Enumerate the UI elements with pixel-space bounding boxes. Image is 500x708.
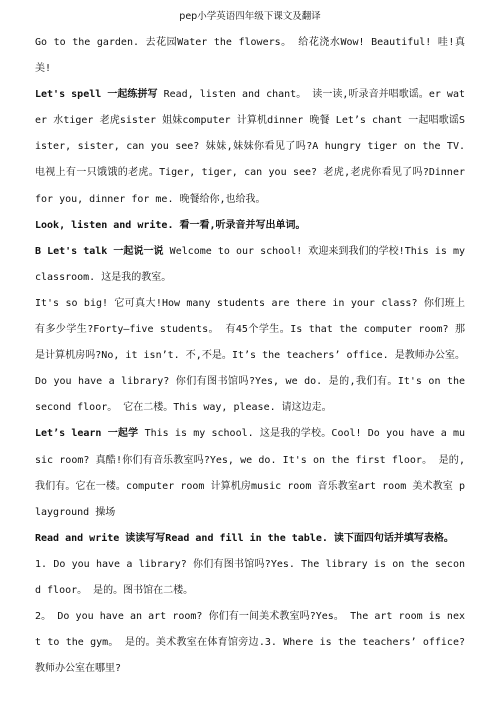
paragraph-lets-talk-text: Welcome to our school! 欢迎来到我们的学校!This is my classroom. 这是我的教室。 (35, 245, 465, 283)
paragraph-dialogue (35, 291, 465, 421)
paragraph-item-1 (35, 552, 465, 604)
paragraph-dialogue-text: It's so big! 它可真大!How many students are there in your class? 你们班上有多少学生?Forty—five students。 有45个学生。Is that the computer room? 那是计算机房吗?No, it isn’t. 不,不是。It’s the teachers’ office. 是教师办公室。Do you have a library? 你们有图书馆吗?Yes, we do. 是的,我们有。It's on the second floor。 它在二楼。This way, please. 请这边走。 (35, 297, 465, 414)
paragraph-1-text: Go to the garden. 去花园Water the flowers。 给花浇水Wow! Beautiful! 哇!真美! (35, 37, 465, 75)
paragraph-lets-spell-text: Read, listen and chant。 读一读,听录音并唱歌谣。er water 水tiger 老虎sister 姐妹computer 计算机dinner 晚餐 Let’s chant 一起唱歌谣Sister, sister, can you see? 妹妹,妹妹你看见了吗?A hungry tiger on the TV. 电视上有一只饿饿的老虎。Tiger, tiger, can you see? 老虎,老虎你看见了吗?Dinner for you, dinner for me. 晚餐给你,也给我。 (35, 89, 465, 205)
paragraph-item-2 (35, 604, 465, 682)
section-heading-lets-learn: Let’s learn 一起学 (35, 428, 139, 440)
paragraph-look-listen (35, 213, 465, 239)
section-heading-read-write: Read and write 读读写写Read and fill in the table. 读下面四句话并填写表格。 (35, 532, 454, 544)
paragraph-item-1-text: 1. Do you have a library? 你们有图书馆吗?Yes. The library is on the second floor。 是的。图书馆在二楼。 (35, 558, 465, 596)
section-heading-look-listen: Look, listen and write. 看一看,听录音并写出单词。 (35, 219, 306, 231)
paragraph-lets-learn (35, 421, 465, 525)
paragraph-item-2-text: 2。 Do you have an art room? 你们有一间美术教室吗?Yes。 The art room is next to the gym。 是的。美术教室在体育馆旁边.3. Where is the teachers’ office? 教师办公室在哪里? (35, 611, 465, 675)
section-heading-lets-spell: Let's spell 一起练拼写 (35, 89, 158, 101)
paragraph-1 (35, 30, 465, 82)
document-header: pep小学英语四年级下课文及翻译 (179, 11, 321, 22)
paragraph-lets-talk (35, 239, 465, 291)
paragraph-lets-learn-text: This is my school. 这是我的学校。Cool! Do you have a music room? 真酷!你们有音乐教室吗?Yes, we do. It's on the first floor。 是的,我们有。它在一楼。computer room 计算机房music room 音乐教室art room 美术教室 playground 操场 (35, 428, 465, 518)
paragraph-lets-spell (35, 82, 465, 212)
section-heading-lets-talk: B Let's talk 一起说一说 (35, 245, 164, 257)
paragraph-read-write (35, 526, 465, 552)
